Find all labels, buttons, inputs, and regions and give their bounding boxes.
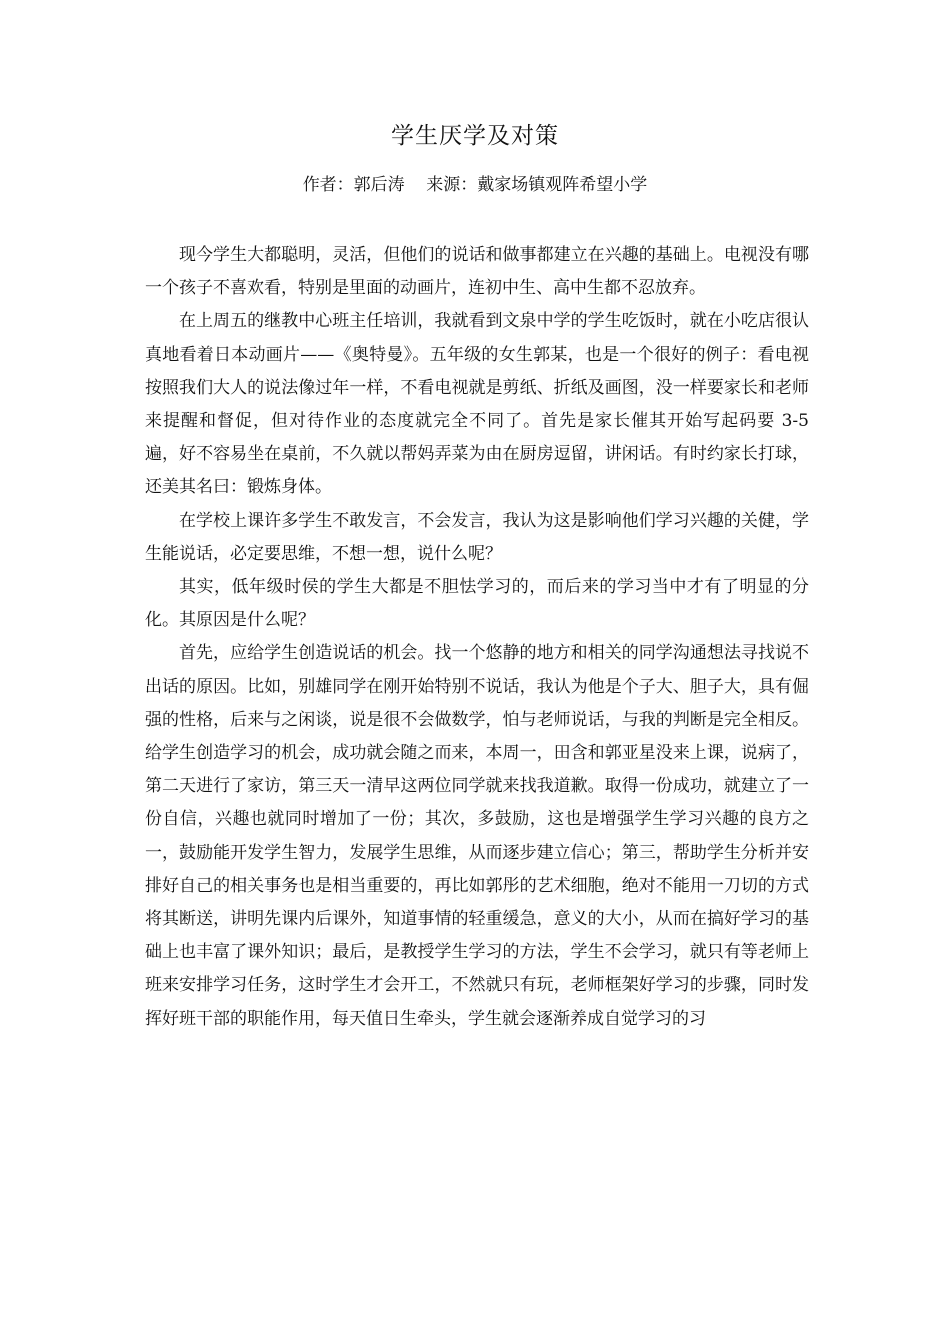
paragraph: 其实，低年级时侯的学生大都是不胆怯学习的，而后来的学习当中才有了明显的分化。其原因是什么呢？ bbox=[145, 577, 809, 631]
document-body bbox=[145, 239, 809, 1036]
document-byline: 作者：郭后涛 来源：戴家场镇观阵希望小学 bbox=[302, 175, 648, 195]
document-title: 学生厌学及对策 bbox=[391, 123, 559, 149]
paragraph: 在学校上课许多学生不敢发言，不会发言，我认为这是影响他们学习兴趣的关健，学生能说话，必定要思维，不想一想，说什么呢？ bbox=[145, 510, 809, 564]
paragraph: 在上周五的继教中心班主任培训，我就看到文泉中学的学生吃饭时，就在小吃店很认真地看着日本动画片——《奥特曼》。五年级的女生郭某，也是一个很好的例子：看电视按照我们大人的说法像过年一样，不看电视就是剪纸、折纸及画图，没一样要家长和老师来提醒和督促，但对待作业的态度就完全不同了。首先是家长催其开始写起码要 3-5 遍，好不容易坐在桌前，不久就以帮妈弄菜为由在厨房逗留，讲闲话。有时约家长打球，还美其名曰：锻炼身体。 bbox=[145, 311, 809, 498]
paragraph: 首先，应给学生创造说话的机会。找一个悠静的地方和相关的同学沟通想法寻找说不出话的原因。比如，别雄同学在刚开始特别不说话，我认为他是个子大、胆子大，具有倔强的性格，后来与之闲谈，说是很不会做数学，怕与老师说话，与我的判断是完全相反。给学生创造学习的机会，成功就会随之而来，本周一，田含和郭亚星没来上课，说病了，第二天进行了家访，第三天一清早这两位同学就来找我道歉。取得一份成功，就建立了一份自信，兴趣也就同时增加了一份；其次，多鼓励，这也是增强学生学习兴趣的良方之一，鼓励能开发学生智力，发展学生思维，从而逐步建立信心；第三，帮助学生分析并安排好自己的相关事务也是相当重要的，再比如郭彤的艺术细胞，绝对不能用一刀切的方式将其断送，讲明先课内后课外，知道事情的轻重缓急，意义的大小，从而在搞好学习的基础上也丰富了课外知识；最后，是教授学生学习的方法，学生不会学习，就只有等老师上班来安排学习任务，这时学生才会开工，不然就只有玩，老师框架好学习的步骤，同时发挥好班干部的职能作用，每天值日生牵头，学生就会逐渐养成自觉学习的习 bbox=[145, 643, 809, 1029]
paragraph: 现今学生大都聪明，灵活，但他们的说话和做事都建立在兴趣的基础上。电视没有哪一个孩子不喜欢看，特别是里面的动画片，连初中生、高中生都不忍放弃。 bbox=[145, 245, 809, 299]
